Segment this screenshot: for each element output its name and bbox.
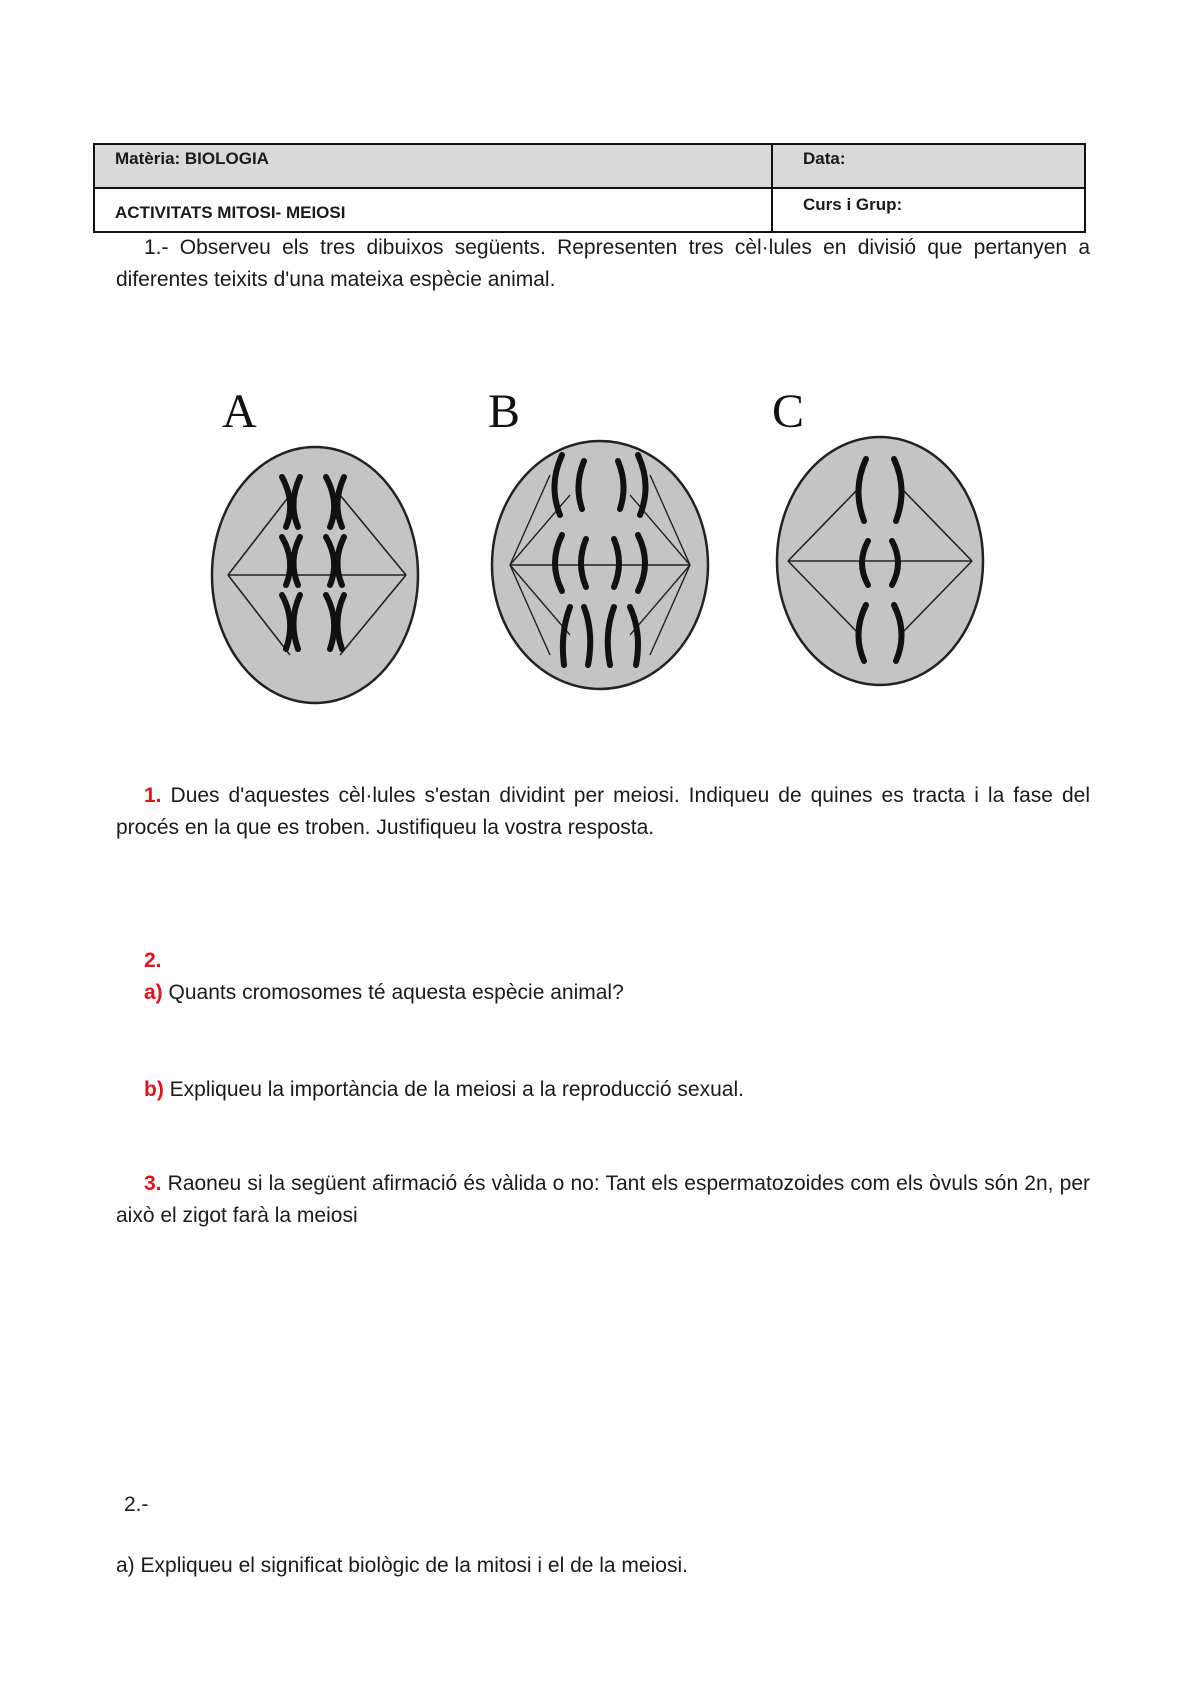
cell-division-figure	[190, 385, 1020, 715]
cell-a	[212, 385, 418, 703]
question-2b	[144, 1074, 744, 1106]
cell-c	[772, 385, 983, 685]
question-1	[116, 780, 1090, 844]
question-3-number: 3.	[144, 1172, 162, 1195]
cell-a-label: A	[222, 385, 257, 438]
question-2a-label: a)	[144, 981, 163, 1004]
cell-b-label: B	[488, 385, 521, 438]
question-3-text: Raoneu si la següent afirmació és vàlida o no: Tant els espermatozoides com els òvuls són 2n, per això el zigot farà la meiosi	[116, 1172, 1090, 1227]
activity-title-cell: ACTIVITATS MITOSI- MEIOSI	[95, 189, 773, 231]
intro-paragraph: 1.- Observeu els tres dibuixos següents. Representen tres cèl·lules en divisió que pertanyen a diferentes teixits d'una mateixa espècie animal.	[116, 236, 1090, 291]
subject-cell: Matèria: BIOLOGIA	[95, 145, 773, 189]
header-table	[93, 143, 1086, 233]
course-group-cell: Curs i Grup:	[803, 195, 903, 214]
question-2a-text: Quants cromosomes té aquesta espècie animal?	[162, 981, 624, 1004]
question-2-label: 2.	[144, 949, 162, 972]
question-2-number	[144, 945, 162, 977]
question-1-text: Dues d'aquestes cèl·lules s'estan dividint per meiosi. Indiqueu de quines es tracta i la fase del procés en la que es troben. Justifiqueu la vostra resposta.	[116, 784, 1090, 839]
question-2b-text: Expliqueu la importància de la meiosi a la reproducció sexual.	[163, 1078, 744, 1101]
question-2a	[144, 977, 624, 1009]
date-cell: Data:	[773, 145, 1084, 189]
question-1-number: 1.	[144, 784, 162, 807]
cell-c-label: C	[772, 385, 805, 438]
cell-b	[488, 385, 708, 689]
section-2-heading: 2.-	[124, 1493, 149, 1516]
question-3	[116, 1168, 1090, 1232]
question-2b-label: b)	[144, 1078, 164, 1101]
section-2a-text: a) Expliqueu el significat biològic de la mitosi i el de la meiosi.	[116, 1554, 688, 1577]
